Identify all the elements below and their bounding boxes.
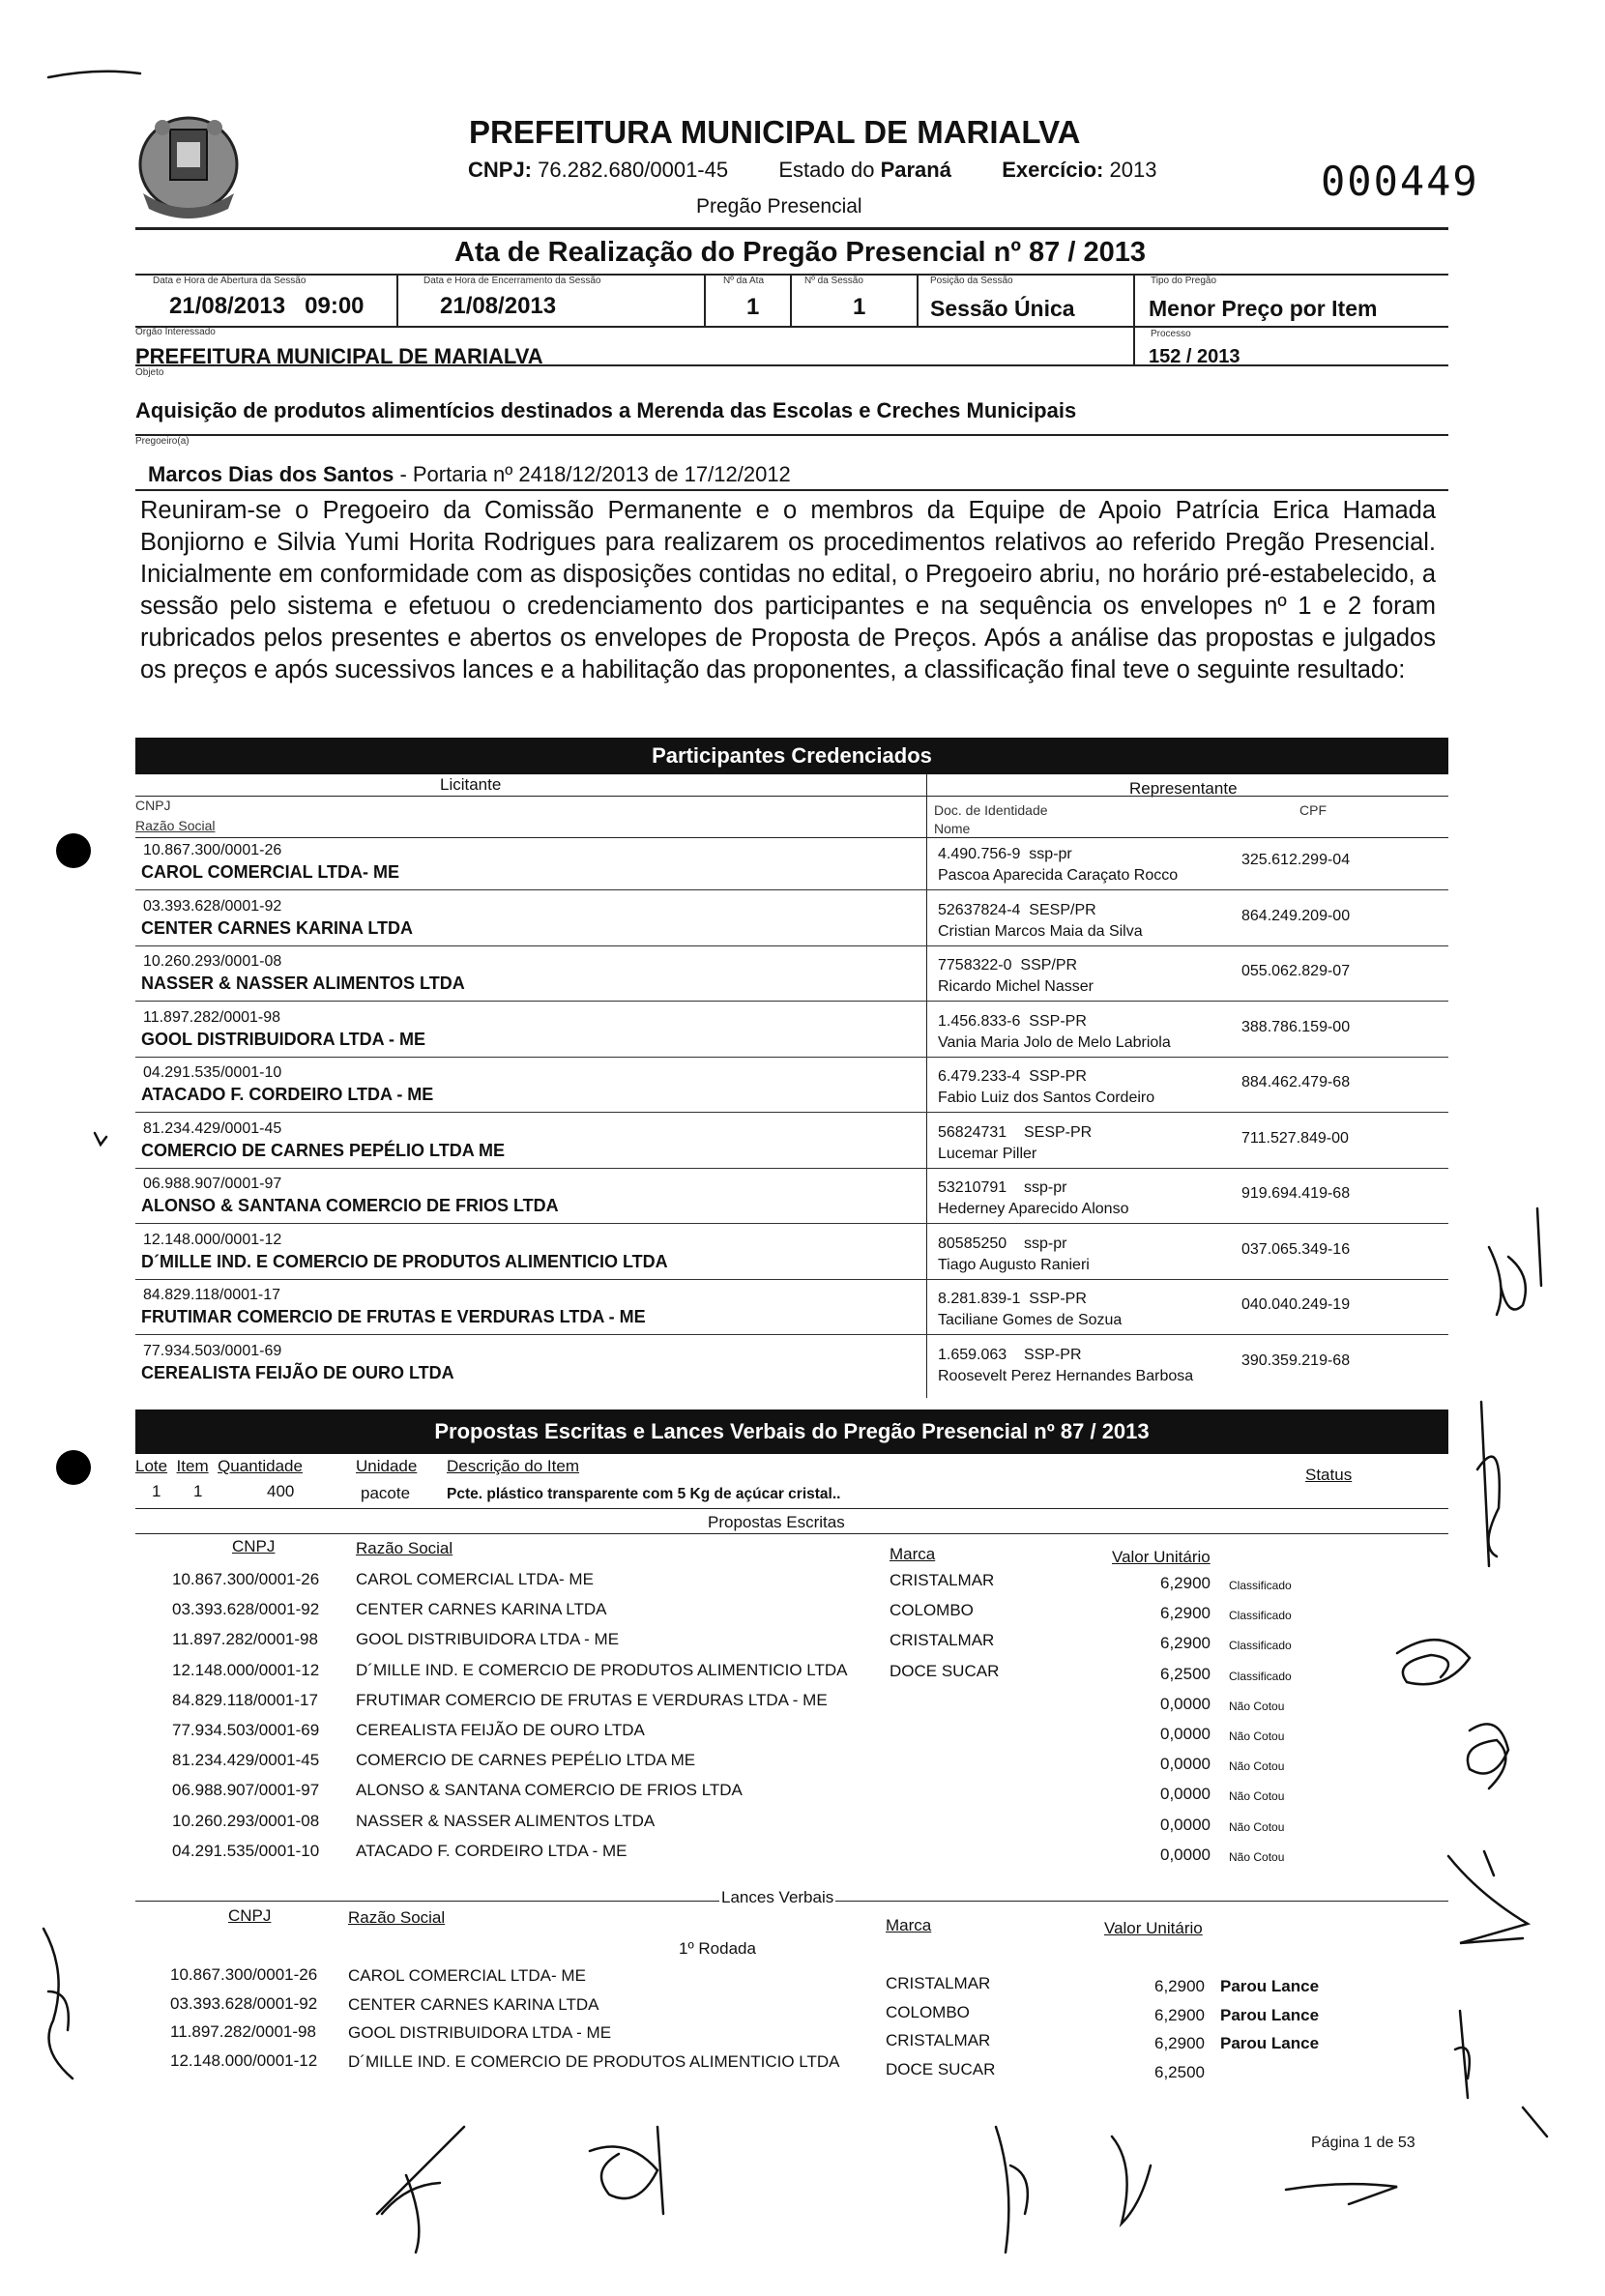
escrita-valor: 6,2900	[1160, 1634, 1211, 1653]
lote-header: Lote	[135, 1457, 168, 1475]
lance-marca: COLOMBO	[886, 2002, 970, 2021]
status-header: Status	[1305, 1466, 1353, 1484]
participant-cpf: 325.612.299-04	[1241, 852, 1351, 868]
body-paragraph: Reuniram-se o Pregoeiro da Comissão Permanente e o membros da Equipe de Apoio Patrícia Erica Hamada Bonjiorno e Silvia Yumi Horita Rodrigues para realizarem os procedimentos relativos ao referido Pregão Presencial. Inicialmente em conformidade com as disposições contidas no edital, o Pregoeiro abriu, no horário pré-estabelecido, a sessão pelo sistema e efetuou o credenciamento dos participantes e na sequência os envelopes nº 1 e 2 foram rubricados pelos presentes e abertos os envelopes de Proposta de Preços. Após a análise das propostas e julgados os preços e após sucessivos lances e a habilitação das proponentes, a classificação final teve o seguinte resultado:	[140, 497, 1436, 683]
lance-valor: 6,2900	[1154, 1977, 1205, 1995]
participant-nome: Cristian Marcos Maia da Silva	[938, 922, 1143, 940]
escrita-razao: ATACADO F. CORDEIRO LTDA - ME	[356, 1841, 627, 1860]
estado-label: Estado do	[778, 158, 875, 182]
escrita-cnpj: 12.148.000/0001-12	[172, 1660, 320, 1679]
escrita-marca: CRISTALMAR	[890, 1631, 995, 1650]
participant-cnpj: 10.260.293/0001-08	[143, 953, 282, 970]
lances-valor-header: Valor Unitário	[1104, 1919, 1203, 1937]
estado-value: Paraná	[880, 158, 951, 182]
lance-razao: CENTER CARNES KARINA LTDA	[348, 1994, 599, 2014]
participant-doc: 80585250 ssp-pr	[938, 1235, 1067, 1252]
escrita-marca: CRISTALMAR	[890, 1571, 995, 1589]
participant-nome: Fabio Luiz dos Santos Cordeiro	[938, 1090, 1155, 1106]
participant-cnpj: 84.829.118/0001-17	[143, 1287, 281, 1303]
header-title: PREFEITURA MUNICIPAL DE MARIALVA	[469, 114, 1081, 150]
participant-cpf: 919.694.419-68	[1241, 1185, 1351, 1202]
tipo-pregao: Menor Preço por Item	[1149, 296, 1378, 321]
participant-doc: 53210791 ssp-pr	[938, 1179, 1067, 1196]
razao-header: Razão Social	[135, 818, 216, 833]
participant-cnpj: 04.291.535/0001-10	[143, 1064, 282, 1081]
escrita-razao: CAROL COMERCIAL LTDA- ME	[356, 1570, 594, 1588]
participant-cnpj: 12.148.000/0001-12	[143, 1231, 282, 1248]
item-col-header: Item	[176, 1457, 209, 1475]
escrita-valor: 0,0000	[1160, 1785, 1211, 1804]
signature-bottom-2	[590, 2127, 663, 2214]
objeto: Aquisição de produtos alimentícios destinados a Merenda das Escolas e Creches Municipais	[135, 398, 1077, 422]
descricao-value: Pcte. plástico transparente com 5 Kg de açúcar cristal..	[447, 1486, 841, 1502]
cnpj-header: CNPJ	[135, 798, 171, 813]
lance-valor: 6,2500	[1154, 2062, 1205, 2081]
signature-bottom-4	[1112, 2136, 1151, 2223]
representante-header: Representante	[1129, 779, 1238, 798]
escritas-title: Propostas Escritas	[708, 1513, 845, 1531]
signature-right-6	[1455, 2011, 1470, 2098]
participant-cpf: 884.462.479-68	[1241, 1074, 1351, 1090]
pregoeiro-label: Pregoeiro(a)	[135, 436, 190, 447]
quantidade-header: Quantidade	[218, 1457, 303, 1475]
participant-doc: 52637824-4 SESP/PR	[938, 901, 1096, 918]
propostas-bar: Propostas Escritas e Lances Verbais do Pregão Presencial nº 87 / 2013	[135, 1410, 1448, 1454]
participant-razao-social: CENTER CARNES KARINA LTDA	[141, 917, 413, 938]
orgao-label: Órgão Interessado	[135, 327, 216, 337]
escrita-status: Não Cotou	[1229, 1789, 1285, 1804]
participant-nome: Vania Maria Jolo de Melo Labriola	[938, 1033, 1171, 1051]
participant-nome: Hederney Aparecido Alonso	[938, 1201, 1129, 1217]
participant-razao-social: ALONSO & SANTANA COMERCIO DE FRIOS LTDA	[141, 1196, 559, 1215]
escrita-razao: GOOL DISTRIBUIDORA LTDA - ME	[356, 1630, 620, 1649]
escrita-cnpj: 84.829.118/0001-17	[172, 1690, 318, 1709]
participant-cnpj: 03.393.628/0001-92	[143, 897, 282, 915]
unidade-value: pacote	[361, 1484, 411, 1502]
lance-marca: DOCE SUCAR	[886, 2059, 996, 2078]
participant-cpf: 390.359.219-68	[1241, 1351, 1351, 1369]
quantidade-value: 400	[267, 1482, 295, 1500]
participant-cpf: 864.249.209-00	[1241, 907, 1351, 924]
participant-cpf: 055.062.829-07	[1241, 963, 1351, 979]
escrita-cnpj: 04.291.535/0001-10	[172, 1841, 320, 1860]
lance-razao: GOOL DISTRIBUIDORA LTDA - ME	[348, 2023, 612, 2042]
page-number: Página 1 de 53	[1311, 2135, 1415, 2151]
signature-bottom-5	[1286, 2107, 1547, 2204]
lance-marca: CRISTALMAR	[886, 2031, 991, 2049]
signature-bottom-1	[377, 2127, 464, 2252]
lance-status: Parou Lance	[1220, 2005, 1320, 2024]
signature-right-5	[1448, 1851, 1528, 1943]
lances-marca-header: Marca	[886, 1916, 932, 1934]
abertura-time: 09:00	[305, 293, 365, 319]
nome-header: Nome	[934, 821, 971, 836]
escrita-razao: CEREALISTA FEIJÃO DE OURO LTDA	[356, 1721, 645, 1739]
escritas-marca-header: Marca	[890, 1545, 936, 1563]
participant-nome: Taciliane Gomes de Sozua	[938, 1312, 1123, 1328]
modalidade: Pregão Presencial	[696, 195, 862, 218]
encerramento-data: 21/08/2013	[440, 293, 557, 319]
lance-cnpj: 11.897.282/0001-98	[170, 2022, 316, 2041]
escrita-status: Não Cotou	[1229, 1729, 1285, 1743]
participant-razao-social: NASSER & NASSER ALIMENTOS LTDA	[141, 974, 465, 993]
escrita-status: Classificado	[1229, 1669, 1292, 1683]
num-ata-label: Nº da Ata	[723, 276, 765, 286]
cpf-header: CPF	[1299, 802, 1327, 818]
escrita-marca: COLOMBO	[890, 1601, 974, 1620]
abertura-label: Data e Hora de Abertura da Sessão	[153, 276, 306, 286]
escrita-valor: 6,2900	[1160, 1604, 1211, 1623]
signature-bottom-3	[996, 2127, 1028, 2252]
participant-razao-social: D´MILLE IND. E COMERCIO DE PRODUTOS ALIMENTICIO LTDA	[141, 1251, 668, 1271]
unidade-header: Unidade	[356, 1457, 418, 1475]
item-value: 1	[193, 1482, 203, 1500]
lance-razao: CAROL COMERCIAL LTDA- ME	[348, 1966, 586, 1985]
escrita-valor: 6,2900	[1160, 1574, 1211, 1592]
checkmark-mark	[95, 1133, 106, 1145]
participant-cpf: 040.040.249-19	[1241, 1296, 1351, 1313]
top-left-mark	[48, 72, 140, 77]
escrita-cnpj: 03.393.628/0001-92	[172, 1600, 320, 1619]
num-sessao: 1	[853, 294, 866, 320]
lance-marca: CRISTALMAR	[886, 1974, 991, 1992]
participant-cnpj: 81.234.429/0001-45	[143, 1119, 282, 1137]
escrita-status: Não Cotou	[1229, 1759, 1285, 1774]
escritas-cnpj-header: CNPJ	[232, 1537, 276, 1555]
escrita-razao: ALONSO & SANTANA COMERCIO DE FRIOS LTDA	[356, 1781, 743, 1800]
page-stamp-number: 000449	[1321, 158, 1479, 205]
escrita-razao: CENTER CARNES KARINA LTDA	[356, 1600, 607, 1619]
num-sessao-label: Nº da Sessão	[804, 276, 863, 286]
escrita-status: Classificado	[1229, 1639, 1292, 1653]
lance-valor: 6,2900	[1154, 2034, 1205, 2052]
escrita-valor: 0,0000	[1160, 1845, 1211, 1864]
escrita-status: Classificado	[1229, 1579, 1292, 1592]
exercicio-label: Exercício:	[1002, 158, 1104, 182]
participant-cpf: 388.786.159-00	[1241, 1018, 1351, 1035]
participant-nome: Tiago Augusto Ranieri	[938, 1256, 1090, 1273]
cnpj-value: 76.282.680/0001-45	[538, 158, 729, 182]
escrita-cnpj: 06.988.907/0001-97	[172, 1781, 320, 1800]
exercicio-value: 2013	[1109, 158, 1157, 182]
participant-razao-social: CEREALISTA FEIJÃO DE OURO LTDA	[141, 1362, 454, 1382]
lance-status: Parou Lance	[1220, 1977, 1320, 1995]
lance-cnpj: 10.867.300/0001-26	[170, 1965, 318, 1984]
escrita-status: Classificado	[1229, 1609, 1292, 1623]
processo-label: Processo	[1151, 329, 1191, 339]
signature-right-3	[1397, 1640, 1470, 1684]
cnpj-label: CNPJ:	[468, 158, 533, 182]
participant-nome: Ricardo Michel Nasser	[938, 978, 1094, 995]
escrita-razao: D´MILLE IND. E COMERCIO DE PRODUTOS ALIMENTICIO LTDA	[356, 1660, 848, 1679]
escrita-cnpj: 10.867.300/0001-26	[172, 1570, 320, 1588]
participant-razao-social: GOOL DISTRIBUIDORA LTDA - ME	[141, 1029, 425, 1049]
escrita-valor: 6,2500	[1160, 1664, 1211, 1683]
escrita-cnpj: 11.897.282/0001-98	[172, 1630, 318, 1649]
escrita-status: Não Cotou	[1229, 1819, 1285, 1834]
lance-valor: 6,2900	[1154, 2005, 1205, 2024]
lote-value: 1	[152, 1482, 161, 1500]
lance-cnpj: 03.393.628/0001-92	[170, 1993, 318, 2013]
orgao: PREFEITURA MUNICIPAL DE MARIALVA	[135, 344, 543, 368]
escrita-marca: DOCE SUCAR	[890, 1661, 1000, 1680]
escritas-valor-header: Valor Unitário	[1112, 1548, 1211, 1566]
lances-title: Lances Verbais	[721, 1888, 834, 1906]
abertura-date: 21/08/2013	[169, 293, 286, 319]
objeto-label: Objeto	[135, 367, 164, 378]
pregoeiro-portaria: - Portaria nº 2418/12/2013 de 17/12/2012	[399, 462, 791, 486]
participant-doc: 1.456.833-6 SSP-PR	[938, 1012, 1087, 1030]
escrita-valor: 0,0000	[1160, 1815, 1211, 1834]
escrita-razao: NASSER & NASSER ALIMENTOS LTDA	[356, 1811, 656, 1830]
participant-doc: 56824731 SESP-PR	[938, 1123, 1093, 1141]
signature-right-2	[1477, 1402, 1500, 1566]
signature-left	[44, 1929, 73, 2078]
participant-cnpj: 77.934.503/0001-69	[143, 1342, 282, 1359]
lances-razao-header: Razão Social	[348, 1908, 446, 1927]
participant-doc: 1.659.063 SSP-PR	[938, 1346, 1082, 1363]
descricao-header: Descrição do Item	[447, 1457, 579, 1475]
participant-cnpj: 11.897.282/0001-98	[143, 1008, 281, 1026]
escrita-razao: FRUTIMAR COMERCIO DE FRUTAS E VERDURAS LTDA - ME	[356, 1690, 828, 1709]
num-ata: 1	[746, 294, 760, 320]
participantes-bar: Participantes Credenciados	[135, 738, 1448, 774]
doc-header: Doc. de Identidade	[934, 802, 1048, 818]
participant-nome: Roosevelt Perez Hernandes Barbosa	[938, 1367, 1194, 1384]
licitante-header: Licitante	[440, 775, 502, 794]
participant-razao-social: ATACADO F. CORDEIRO LTDA - ME	[141, 1085, 434, 1104]
participant-razao-social: CAROL COMERCIAL LTDA- ME	[141, 862, 399, 882]
participant-cnpj: 10.867.300/0001-26	[143, 842, 282, 858]
escrita-valor: 0,0000	[1160, 1755, 1211, 1774]
participant-cnpj: 06.988.907/0001-97	[143, 1176, 282, 1192]
escrita-cnpj: 77.934.503/0001-69	[172, 1721, 320, 1739]
lance-razao: D´MILLE IND. E COMERCIO DE PRODUTOS ALIMENTICIO LTDA	[348, 2051, 840, 2071]
escrita-status: Não Cotou	[1229, 1699, 1285, 1713]
participant-doc: 7758322-0 SSP/PR	[938, 957, 1078, 974]
rodada-label: 1º Rodada	[679, 1939, 756, 1958]
participant-nome: Pascoa Aparecida Caraçato Rocco	[938, 867, 1179, 884]
participant-razao-social: FRUTIMAR COMERCIO DE FRUTAS E VERDURAS LTDA - ME	[141, 1307, 646, 1326]
processo: 152 / 2013	[1149, 346, 1240, 367]
signature-right-1	[1489, 1208, 1541, 1315]
tipo-label: Tipo do Pregão	[1151, 276, 1217, 286]
signature-right-4	[1468, 1724, 1508, 1788]
participant-doc: 6.479.233-4 SSP-PR	[938, 1068, 1087, 1085]
participant-razao-social: COMERCIO DE CARNES PEPÉLIO LTDA ME	[141, 1140, 506, 1160]
escrita-razao: COMERCIO DE CARNES PEPÉLIO LTDA ME	[356, 1751, 696, 1770]
escrita-cnpj: 10.260.293/0001-08	[172, 1811, 320, 1830]
lance-cnpj: 12.148.000/0001-12	[170, 2050, 318, 2070]
ata-title: Ata de Realização do Pregão Presencial nº 87 / 2013	[454, 237, 1146, 268]
encerramento-label: Data e Hora de Encerramento da Sessão	[423, 276, 601, 286]
pregoeiro-nome: Marcos Dias dos Santos	[148, 462, 394, 486]
lance-status: Parou Lance	[1220, 2034, 1320, 2052]
participant-cpf: 037.065.349-16	[1241, 1240, 1351, 1258]
participant-doc: 4.490.756-9 ssp-pr	[938, 846, 1072, 862]
escritas-razao-header: Razão Social	[356, 1539, 453, 1557]
escrita-valor: 0,0000	[1160, 1725, 1211, 1743]
escrita-cnpj: 81.234.429/0001-45	[172, 1751, 320, 1770]
participant-cpf: 711.527.849-00	[1241, 1129, 1349, 1147]
escrita-valor: 0,0000	[1160, 1694, 1211, 1713]
lances-cnpj-header: CNPJ	[228, 1906, 272, 1925]
escrita-status: Não Cotou	[1229, 1849, 1285, 1864]
participant-doc: 8.281.839-1 SSP-PR	[938, 1291, 1087, 1307]
posicao: Sessão Única	[930, 296, 1075, 321]
posicao-label: Posição da Sessão	[930, 276, 1013, 286]
participant-nome: Lucemar Piller	[938, 1145, 1037, 1162]
